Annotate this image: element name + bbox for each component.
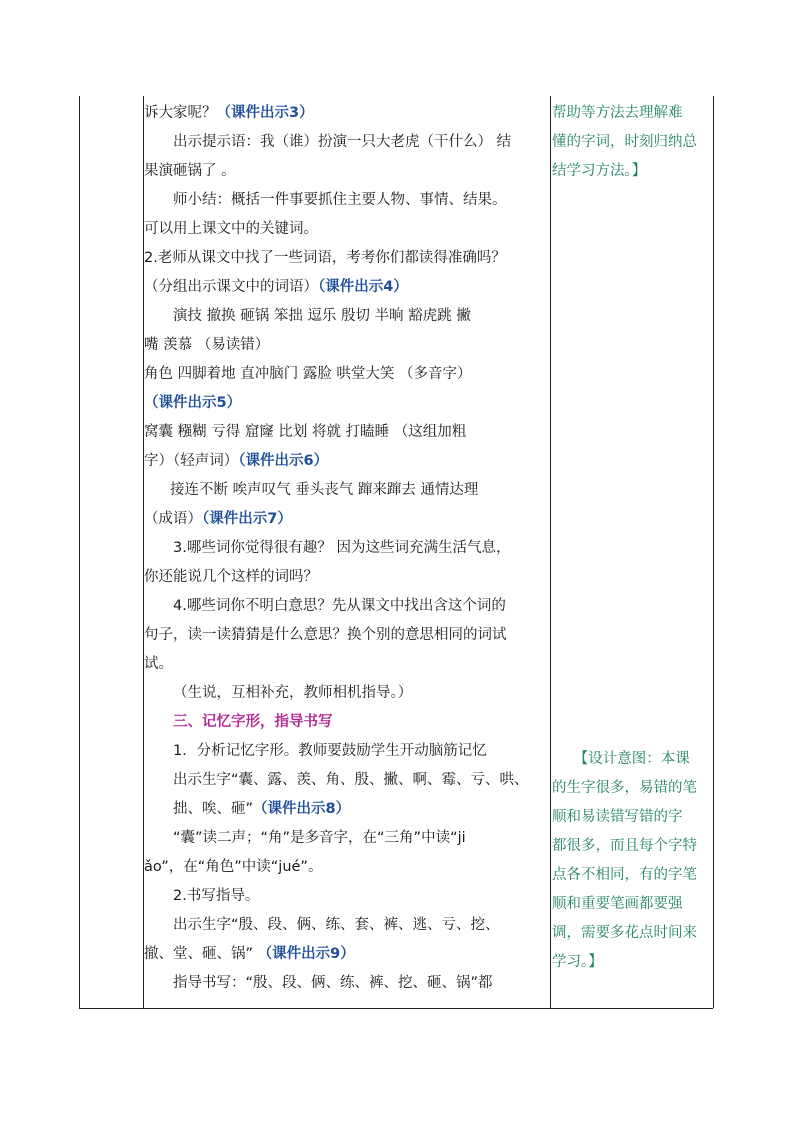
text-line: 出示提示语：我（谁）扮演一只大老虎（干什么） 结 xyxy=(173,134,512,150)
note-line: 【设计意图：本课 xyxy=(552,751,690,767)
text-line: 出示生字“囊、露、羡、角、殷、撇、啊、霉、亏、哄、 xyxy=(173,772,529,788)
design-intent-note-top xyxy=(552,99,714,186)
text-line: 接连不断 唉声叹气 垂头丧气 蹿来蹿去 通情达理 xyxy=(170,482,479,498)
text-line: 师小结：概括一件事要抓住主要人物、事情、结果。 xyxy=(173,192,507,208)
text-line: 你还能说几个这样的词吗？ xyxy=(144,569,318,585)
teaching-process-cell xyxy=(144,99,550,998)
text-line: 1．分析记忆字形。教师要鼓励学生开动脑筋记忆 xyxy=(173,743,487,759)
courseware-ref: （课件出示8） xyxy=(253,801,351,817)
table-border-col2 xyxy=(550,96,551,1008)
text-line: （生说，互相补充，教师相机指导。） xyxy=(173,685,413,701)
text-line: （分组出示课文中的词语）（课件出示4） xyxy=(144,279,408,295)
note-line: 的生字很多，易错的笔 xyxy=(552,780,697,796)
note-line: 顺和重要笔画都要强 xyxy=(552,896,683,912)
text-line: 嘴 羡慕 （易读错） xyxy=(144,337,270,353)
text-line: 字）（轻声词）（课件出示6） xyxy=(144,453,329,469)
text-line: 窝囊 糨糊 亏得 窟窿 比划 将就 打瞌睡 （这组加粗 xyxy=(144,424,467,440)
design-intent-note-bottom xyxy=(552,745,714,977)
text-line xyxy=(144,389,550,418)
section-heading: 三、记忆字形，指导书写 xyxy=(173,714,333,730)
courseware-ref: （课件出示7） xyxy=(202,511,292,527)
text-line: 可以用上课文中的关键词。 xyxy=(144,221,318,237)
text-line: 3.哪些词你觉得很有趣？ 因为这些词充满生活气息， xyxy=(173,540,511,556)
note-line: 顺和易读错写错的字 xyxy=(552,809,683,825)
note-line: 懂的字词，时刻归纳总 xyxy=(552,134,697,150)
text-line: 句子，读一读猜猜是什么意思？换个别的意思相同的词试 xyxy=(144,627,507,643)
text-line: 出示生字“殷、段、俩、练、套、裤、逃、亏、挖、 xyxy=(173,917,500,933)
courseware-ref: （课件出示4） xyxy=(318,279,408,295)
note-line: 帮助等方法去理解难 xyxy=(552,105,683,121)
text-line: 指导书写：“殷、段、俩、练、裤、挖、砸、锅”都 xyxy=(173,975,493,991)
text-line: ǎo”，在“角色”中读“jué”。 xyxy=(144,859,323,875)
text-line: 2.书写指导。 xyxy=(173,888,260,904)
courseware-ref: （课件出示5） xyxy=(144,395,242,411)
note-line: 学习。】 xyxy=(552,954,603,970)
note-line: 结学习方法。】 xyxy=(552,163,647,179)
text-line: 2.老师从课文中找了一些词语，考考你们都读得准确吗？ xyxy=(144,250,506,266)
note-line: 都很多，而且每个字特 xyxy=(552,838,697,854)
courseware-ref: （课件出示9） xyxy=(257,946,355,962)
text-line: 演技 撤换 砸锅 笨拙 逗乐 殷切 半晌 豁虎跳 撇 xyxy=(173,308,471,324)
table-border-bottom xyxy=(79,1008,713,1009)
text-line: 果演砸锅了 。 xyxy=(144,163,236,179)
text-line: 试。 xyxy=(144,656,173,672)
text-line: 撤、堂、砸、锅” （课件出示9） xyxy=(144,946,355,962)
note-line: 调，需要多花点时间来 xyxy=(552,925,697,941)
text-line: “囊”读二声；“角”是多音字，在“三角”中读“ji xyxy=(173,830,466,846)
courseware-ref: （课件出示6） xyxy=(238,453,329,469)
note-line: 点各不相同，有的字笔 xyxy=(552,867,697,883)
text-line: 4.哪些词你不明白意思？先从课文中找出含这个词的 xyxy=(173,598,506,614)
courseware-ref: （课件出示3） xyxy=(216,105,314,121)
text-line: 拙、唉、砸”（课件出示8） xyxy=(173,801,351,817)
text-line: 角色 四脚着地 直冲脑门 露脸 哄堂大笑 （多音字） xyxy=(144,366,472,382)
text-line: （成语）（课件出示7） xyxy=(144,511,292,527)
table-border-left xyxy=(79,96,80,1008)
text-line: 诉大家呢？（课件出示3） xyxy=(144,105,314,121)
